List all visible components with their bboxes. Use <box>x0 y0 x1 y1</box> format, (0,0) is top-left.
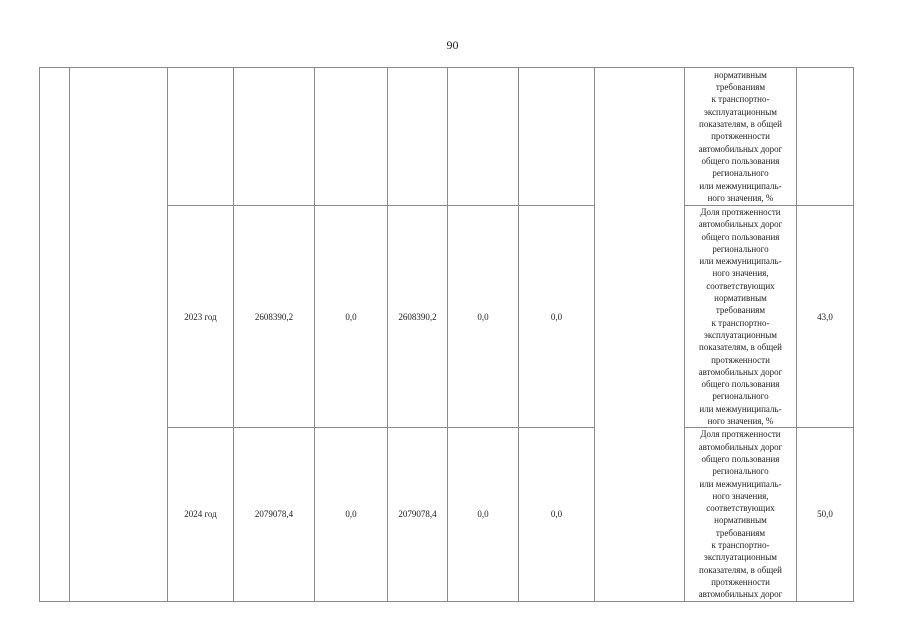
executor-cell <box>595 68 685 602</box>
indicator-value-cell: 50,0 <box>797 428 854 601</box>
financing-table <box>39 67 854 602</box>
year-cell: 2024 год <box>168 428 234 601</box>
regional-budget-cell: 2079078,4 <box>388 428 448 601</box>
federal-budget-cell: 0,0 <box>315 206 388 428</box>
page-number: 90 <box>446 38 459 52</box>
regional-budget-cell: 2608390,2 <box>388 206 448 428</box>
year-cell <box>168 68 234 206</box>
table-row <box>40 68 854 206</box>
other-sources-cell <box>519 68 595 206</box>
number-cell <box>40 68 70 602</box>
local-budget-cell: 0,0 <box>448 206 519 428</box>
regional-budget-cell <box>388 68 448 206</box>
local-budget-cell <box>448 68 519 206</box>
indicator-cell: Доля протяженности автомобильных дорог общего пользования регионального или межмуниципаль- ного значения, соответствующих нормативным требованиям к транспортно- эксплуатационным показателям, в общей протяженности автомобильных дорог <box>685 428 797 601</box>
total-cell <box>234 68 315 206</box>
total-cell: 2079078,4 <box>234 428 315 601</box>
federal-budget-cell <box>315 68 388 206</box>
indicator-value-cell <box>797 68 854 206</box>
indicator-cell: Доля протяженности автомобильных дорог общего пользования регионального или межмуниципаль- ного значения, соответствующих нормативным требованиям к транспортно- эксплуатационным показателям, в общей протяженности автомобильных дорог общего пользования регионального или межмуниципаль- ного значения, % <box>685 206 797 428</box>
federal-budget-cell: 0,0 <box>315 428 388 601</box>
total-cell: 2608390,2 <box>234 206 315 428</box>
other-sources-cell: 0,0 <box>519 206 595 428</box>
indicator-value-cell: 43,0 <box>797 206 854 428</box>
event-name-cell <box>70 68 168 602</box>
other-sources-cell: 0,0 <box>519 428 595 601</box>
year-cell: 2023 год <box>168 206 234 428</box>
indicator-cell: нормативным требованиям к транспортно- эксплуатационным показателям, в общей протяженности автомобильных дорог общего пользования регионального или межмуниципаль- ного значения, % <box>685 68 797 206</box>
local-budget-cell: 0,0 <box>448 428 519 601</box>
